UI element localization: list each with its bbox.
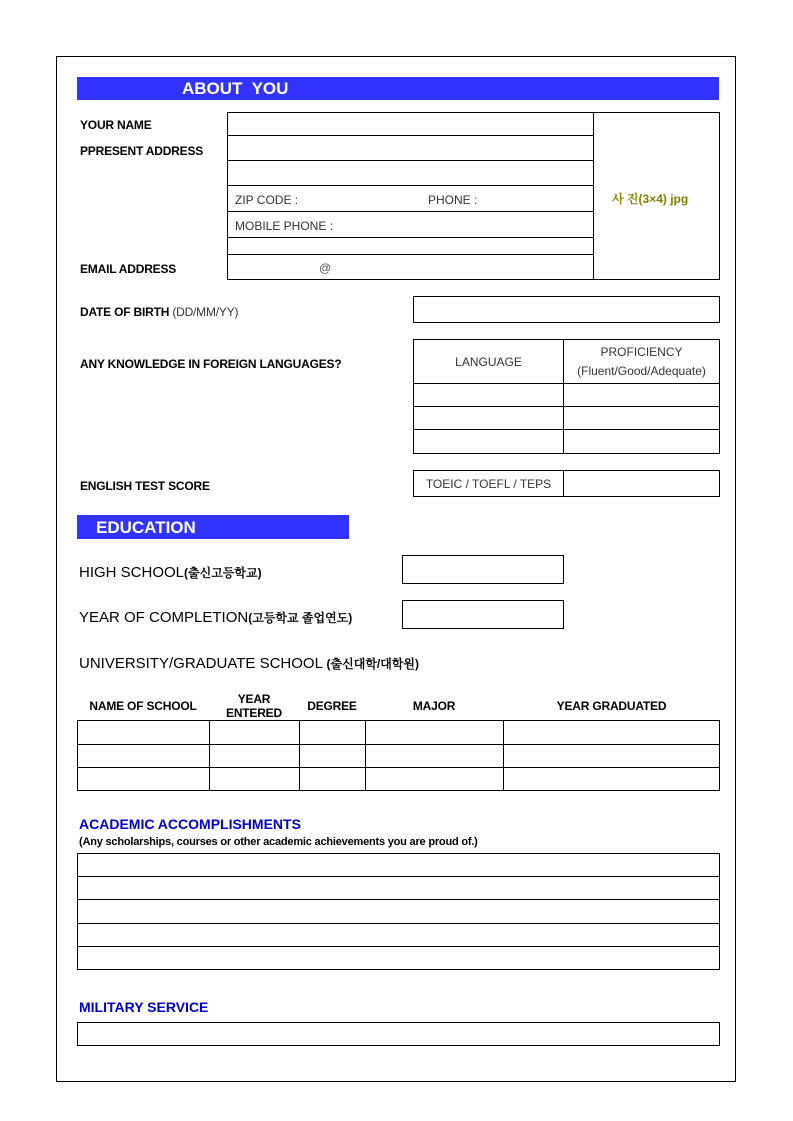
academic-title: ACADEMIC ACCOMPLISHMENTS [79, 816, 301, 832]
col-year-graduated: YEAR GRADUATED [556, 699, 667, 713]
mobile-phone-label: MOBILE PHONE : [235, 219, 334, 233]
your-name-label: YOUR NAME [80, 118, 152, 132]
year-of-completion-label: YEAR OF COMPLETION(고등학교 졸업연도) [79, 609, 353, 626]
phone-label: PHONE : [428, 193, 478, 207]
foreign-languages-label: ANY KNOWLEDGE IN FOREIGN LANGUAGES? [80, 357, 342, 371]
present-address-label: PPRESENT ADDRESS [80, 144, 204, 158]
university-label: UNIVERSITY/GRADUATE SCHOOL (출신대학/대학원) [79, 655, 420, 672]
email-address-label: EMAIL ADDRESS [80, 262, 177, 276]
academic-table[interactable] [77, 853, 720, 970]
military-title: MILITARY SERVICE [79, 999, 209, 1015]
email-at-sign: @ [319, 261, 332, 275]
language-column-header: LANGUAGE [455, 354, 522, 369]
date-of-birth-label: DATE OF BIRTH (DD/MM/YY) [80, 305, 239, 319]
university-table [77, 720, 720, 791]
date-format-hint: (DD/MM/YY) [172, 305, 239, 319]
about-you-title: ABOUT YOU [182, 79, 289, 98]
address-input-2[interactable] [228, 161, 593, 185]
academic-subtitle: (Any scholarships, courses or other academic achievements you are proud of.) [79, 836, 478, 848]
proficiency-column-header: PROFICIENCY (Fluent/Good/Adequate) [577, 344, 706, 378]
col-year-entered: YEAR ENTERED [226, 692, 282, 720]
date-of-birth-input[interactable] [413, 296, 720, 323]
name-input[interactable] [228, 113, 593, 135]
col-major: MAJOR [412, 699, 456, 713]
year-of-completion-input[interactable] [402, 600, 564, 629]
high-school-label: HIGH SCHOOL(출신고등학교) [79, 564, 262, 581]
test-types-label: TOEIC / TOEFL / TEPS [425, 476, 552, 491]
about-you-header [77, 77, 719, 100]
education-title: EDUCATION [96, 518, 196, 537]
english-test-score-input[interactable] [564, 471, 719, 496]
photo-label: 사 진(3×4) jpg [612, 192, 689, 206]
address-input-1[interactable] [228, 136, 593, 160]
high-school-input[interactable] [402, 555, 564, 584]
zip-code-label: ZIP CODE : [235, 193, 299, 207]
col-name-of-school: NAME OF SCHOOL [89, 699, 197, 713]
english-test-label: ENGLISH TEST SCORE [80, 479, 210, 493]
email-input[interactable] [228, 255, 593, 279]
col-degree: DEGREE [307, 699, 357, 713]
military-input[interactable] [77, 1022, 720, 1046]
